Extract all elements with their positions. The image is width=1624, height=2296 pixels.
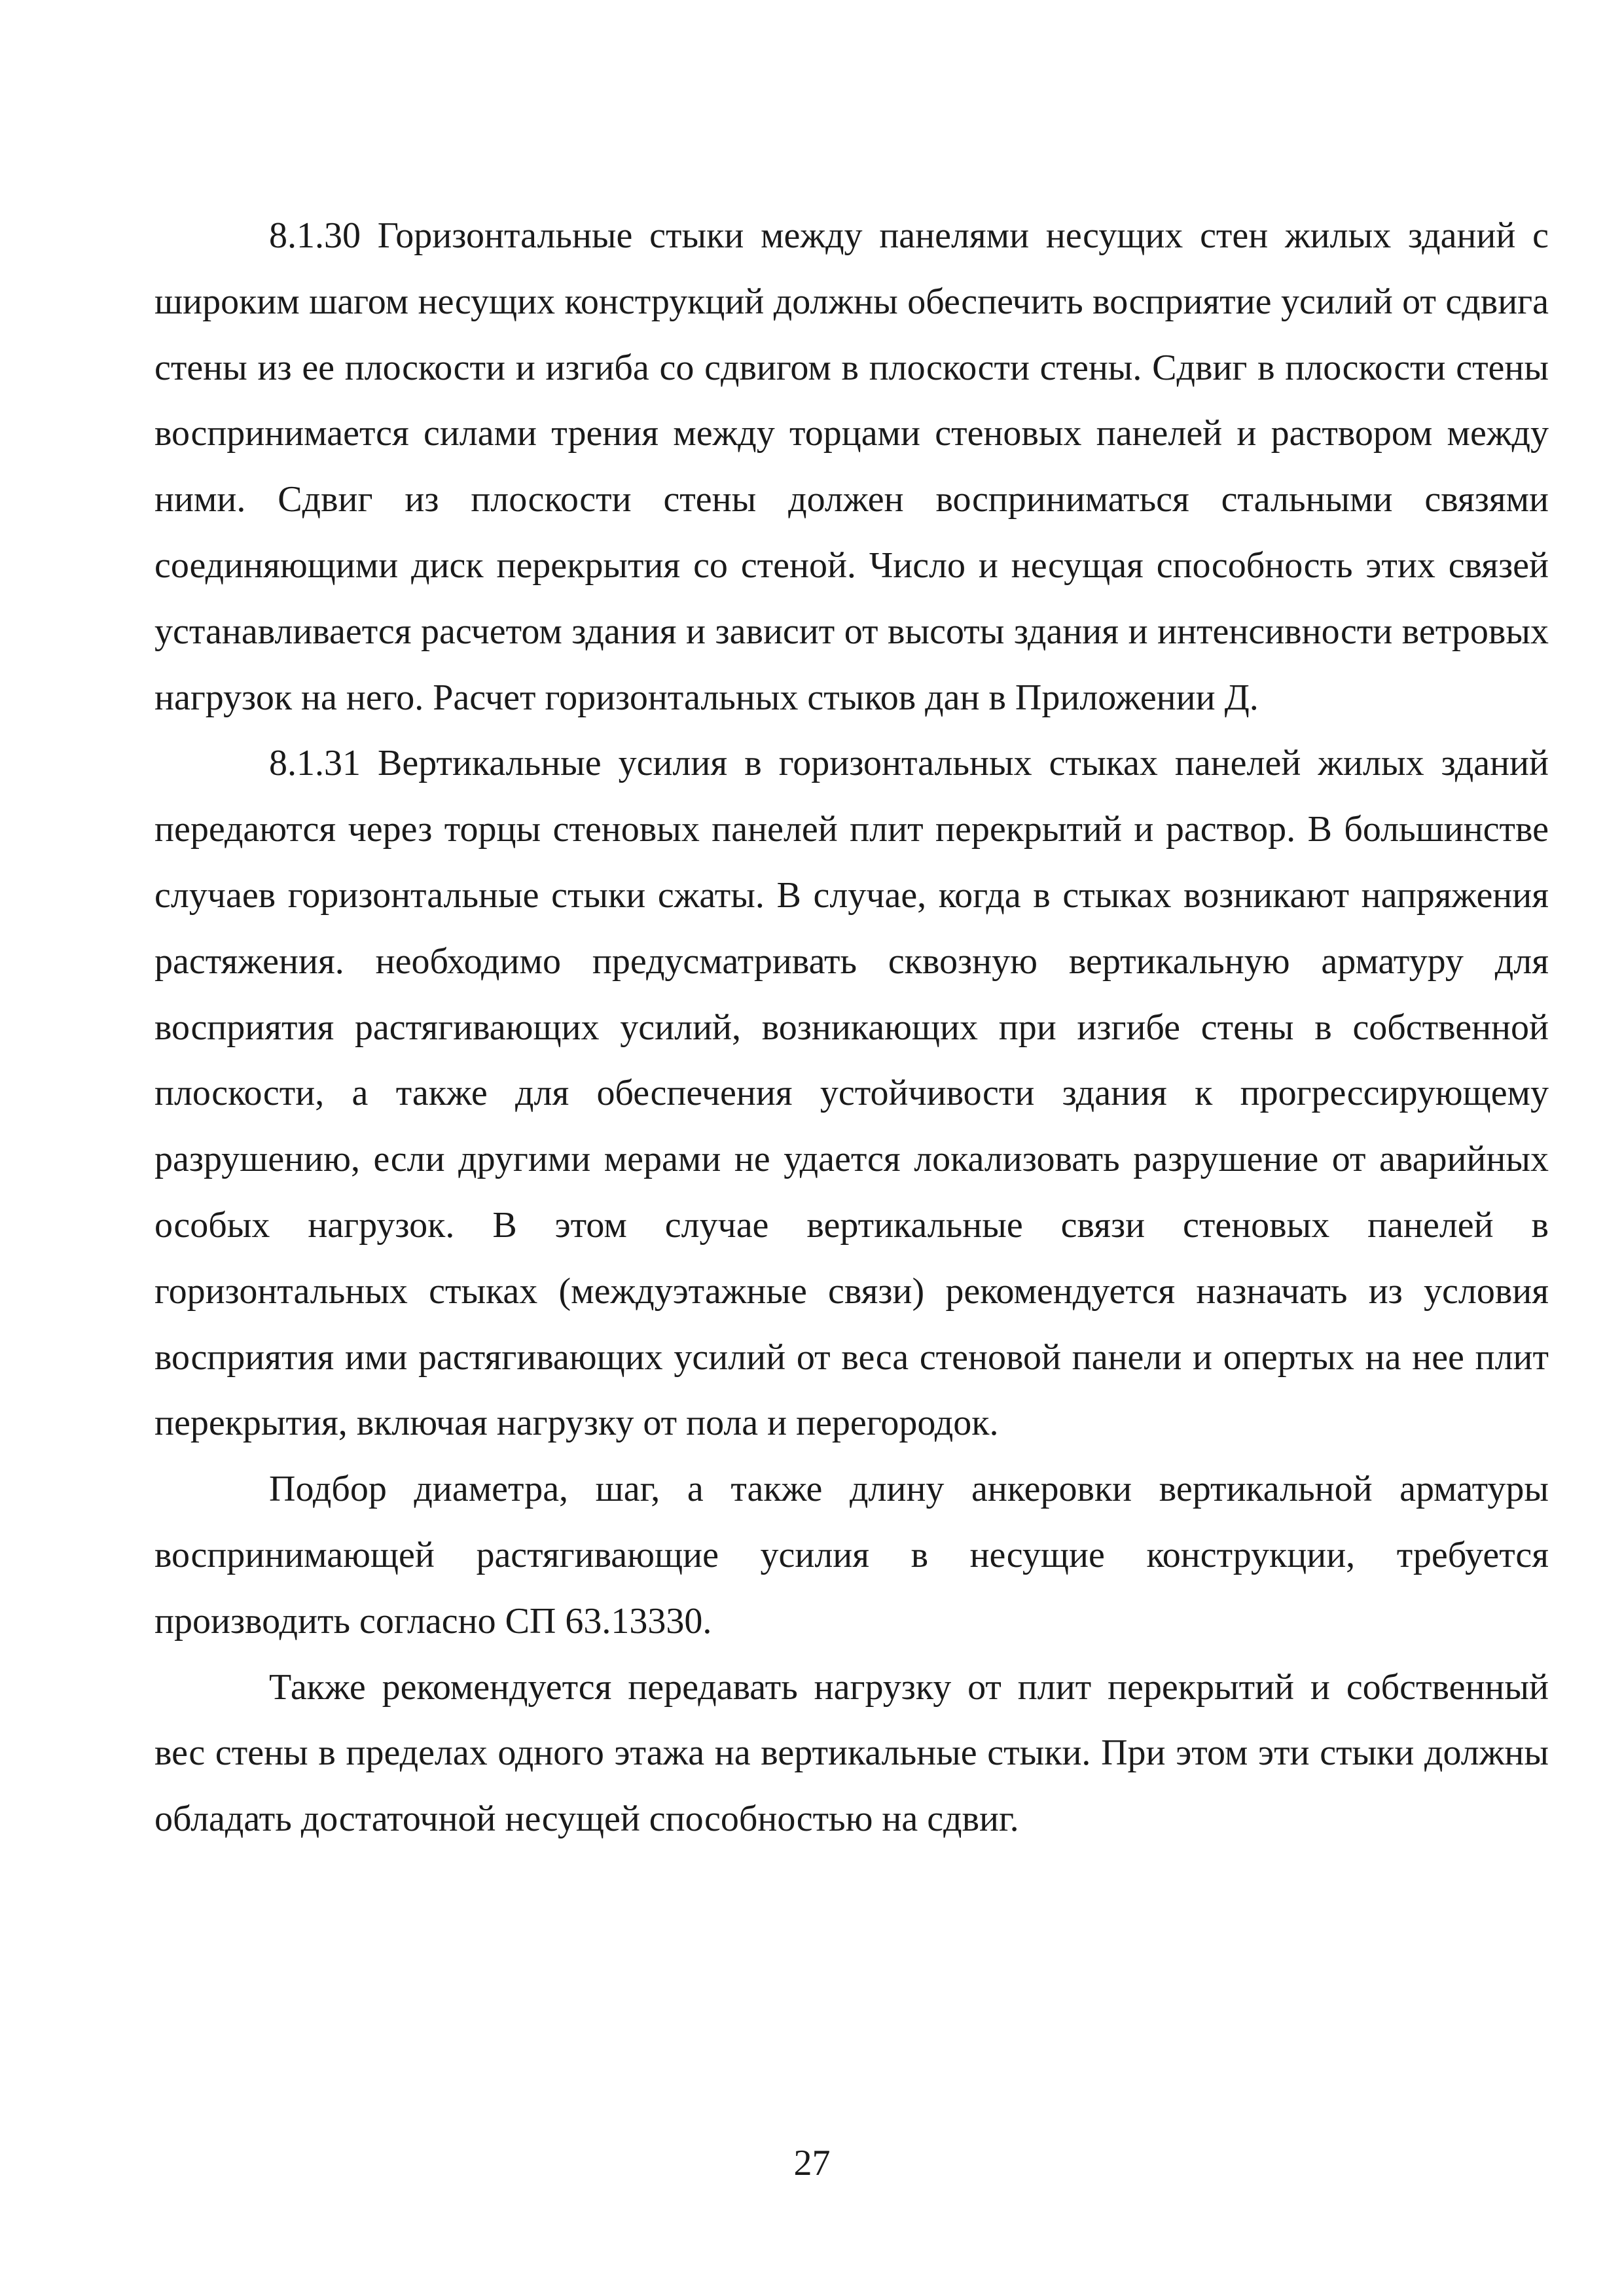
page-number: 27 [793,2143,831,2183]
paragraph-8-1-31: 8.1.31 Вертикальные усилия в горизонтальных стыках панелей жилых зданий передаются через торцы стеновых панелей плит перекрытий и раствор. В большинстве случаев горизонтальные стыки сжаты. В случае, когда в стыках возникают напряжения растяжения. необходимо предусматривать сквозную вертикальную арматуру для восприятия растягивающих усилий, возникающих при изгибе стены в собственной плоскости, а также для обеспечения устойчивости здания к прогрессирующему разрушению, если другими мерами не удается локализовать разрушение от аварийных особых нагрузок. В этом случае вертикальные связи стеновых панелей в горизонтальных стыках (междуэтажные связи) рекомендуется назначать из условия восприятия ими растягивающих усилий от веса стеновой панели и опертых на нее плит перекрытия, включая нагрузку от пола и перегородок. [154,743,1549,1444]
document-body [154,203,1549,1852]
paragraph-vertical-joints: Также рекомендуется передавать нагрузку от плит перекрытий и собственный вес стены в пределах одного этажа на вертикальные стыки. При этом эти стыки должны обладать достаточной несущей способностью на сдвиг. [154,1666,1549,1840]
paragraph-reinforcement-selection: Подбор диаметра, шаг, а также длину анкеровки вертикальной арматуры воспринимающей растягивающие усилия в несущие конструкции, требуется производить согласно СП 63.13330. [154,1469,1549,1641]
paragraph-8-1-30: 8.1.30 Горизонтальные стыки между панелями несущих стен жилых зданий с широким шагом несущих конструкций должны обеспечить восприятие усилий от сдвига стены из ее плоскости и изгиба со сдвигом в плоскости стены. Сдвиг в плоскости стены воспринимается силами трения между торцами стеновых панелей и раствором между ними. Сдвиг из плоскости стены должен восприниматься стальными связями соединяющими диск перекрытия со стеной. Число и несущая способность этих связей устанавливается расчетом здания и зависит от высоты здания и интенсивности ветровых нагрузок на него. Расчет горизонтальных стыков дан в Приложении Д. [154,215,1549,718]
